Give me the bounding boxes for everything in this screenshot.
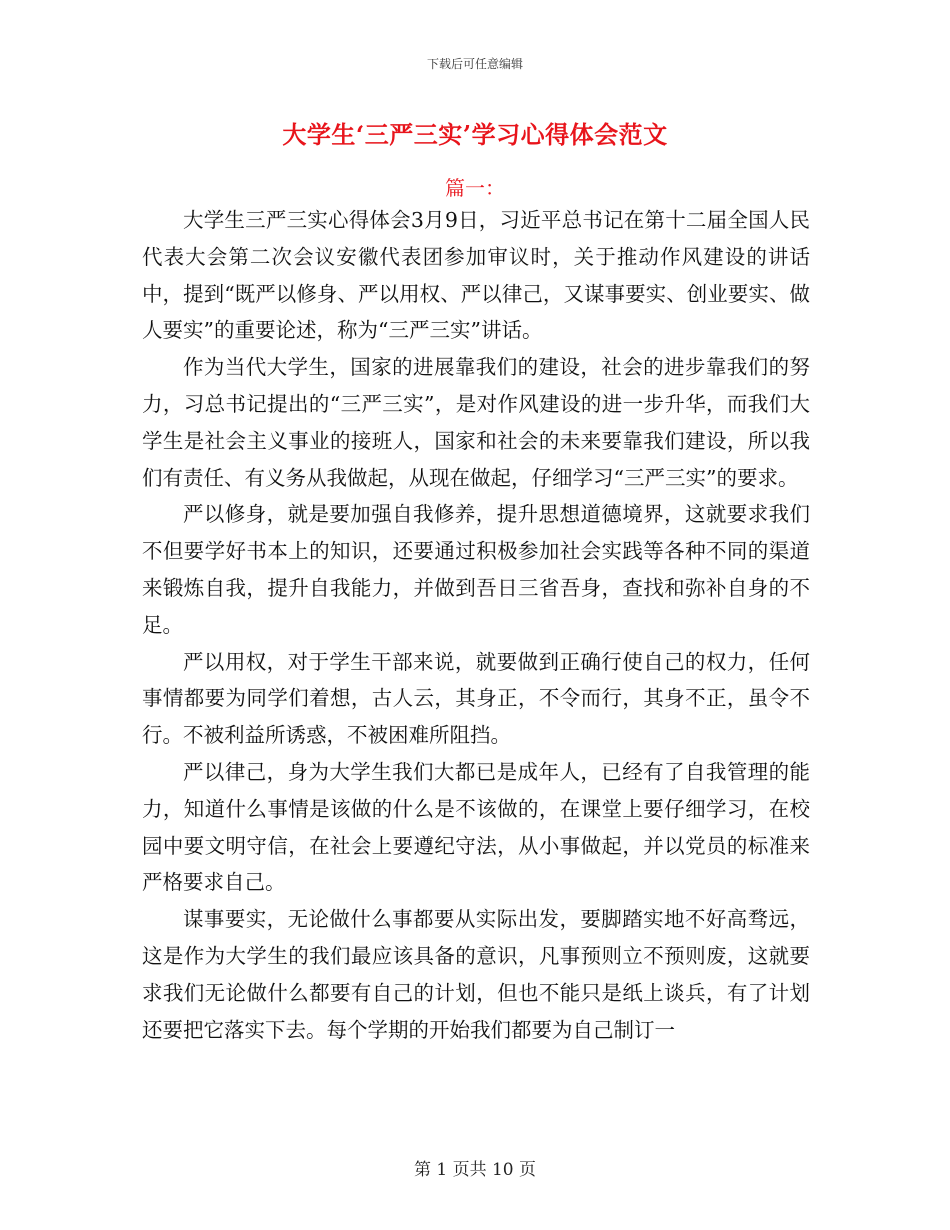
document-body (142, 202, 810, 1048)
paragraph: 严以用权，对于学生干部来说，就要做到正确行使自己的权力，任何事情都要为同学们着想，古人云，其身正，不令而行，其身不正，虽令不行。不被利益所诱惑，不被困难所阻挡。 (142, 649, 810, 748)
paragraph: 严以律己，身为大学生我们大都已是成年人，已经有了自我管理的能力，知道什么事情是该做的什么是不该做的，在课堂上要仔细学习，在校园中要文明守信，在社会上要遵纪守法，从小事做起，并以党员的标准来严格要求自己。 (142, 759, 810, 895)
paragraph: 严以修身，就是要加强自我修养，提升思想道德境界，这就要求我们不但要学好书本上的知识，还要通过积极参加社会实践等各种不同的渠道来锻炼自我，提升自我能力，并做到吾日三省吾身，查找和弥补自身的不足。 (142, 502, 810, 637)
page-footer-indicator: 第 1 页共 10 页 (413, 1160, 537, 1180)
page-header-note: 下载后可任意编辑 (426, 57, 523, 71)
paragraph: 大学生三严三实心得体会3月9日，习近平总书记在第十二届全国人民代表大会第二次会议安徽代表团参加审议时，关于推动作风建设的讲话中，提到“既严以修身、严以用权、严以律己，又谋事要实、创业要实、做人要实”的重要论述，称为“三严三实”讲话。 (142, 208, 810, 343)
paragraph: 作为当代大学生，国家的进展靠我们的建设，社会的进步靠我们的努力，习总书记提出的“三严三实”，是对作风建设的进一步升华，而我们大学生是社会主义事业的接班人，国家和社会的未来要靠我们建设，所以我们有责任、有义务从我做起，从现在做起，仔细学习“三严三实”的要求。 (142, 355, 810, 490)
section-heading: 篇一： (445, 176, 505, 200)
document-title: 大学生‘三严三实’学习心得体会范文 (282, 120, 668, 149)
paragraph: 谋事要实，无论做什么事都要从实际出发，要脚踏实地不好高骛远，这是作为大学生的我们最应该具备的意识，凡事预则立不预则废，这就要求我们无论做什么都要有自己的计划，但也不能只是纸上谈兵，有了计划还要把它落实下去。每个学期的开始我们都要为自己制订一 (142, 907, 810, 1042)
